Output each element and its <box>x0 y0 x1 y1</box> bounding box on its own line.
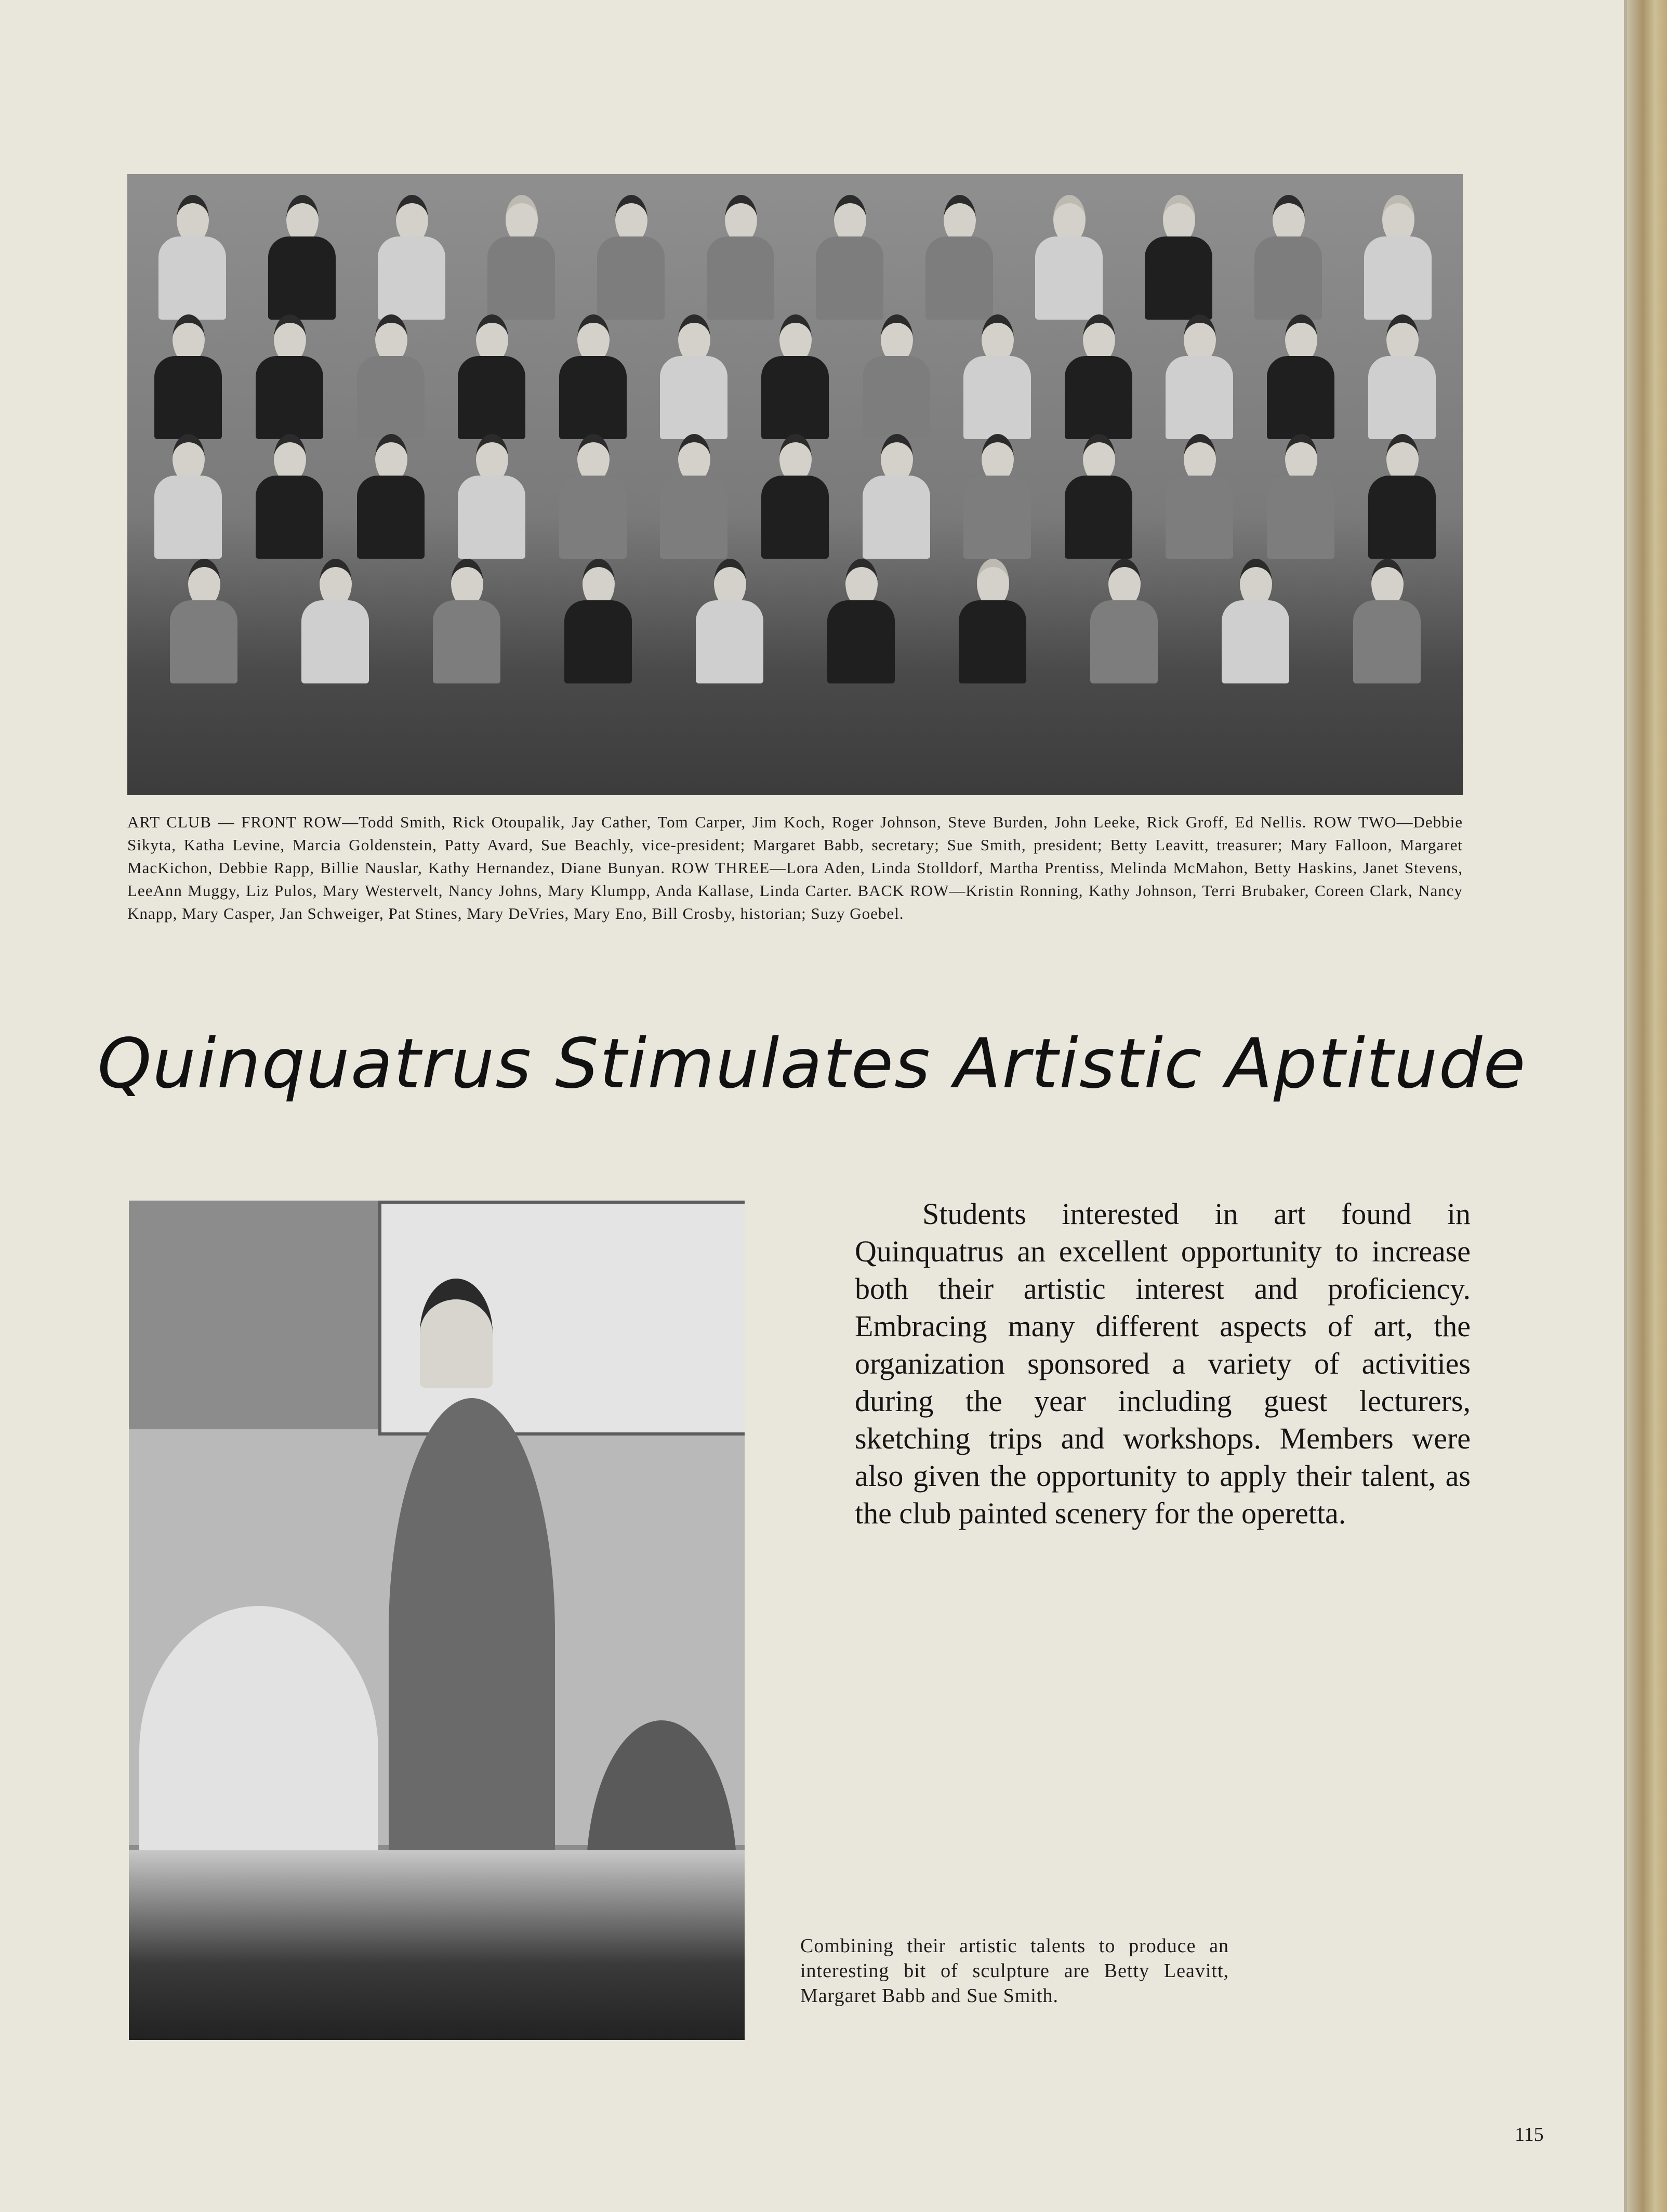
photo-person <box>1140 195 1218 320</box>
group-photo-caption: ART CLUB — FRONT ROW—Todd Smith, Rick Otoupalik, Jay Cather, Tom Carper, Jim Koch, Roger Johnson, Steve Burden, John Leeke, Rick Groff, Ed Nellis. ROW TWO—Debbie Sikyta, Katha Levine, Marcia Goldenstein, Patty Avard, Sue Beachly, vice-president; Margaret Babb, secretary; Sue Smith, president; Betty Leavitt, treasurer; Mary Falloon, Margaret MacKichon, Debbie Rapp, Billie Nauslar, Kathy Hernandez, Diane Bunyan. ROW THREE—Lora Aden, Linda Stolldorf, Martha Prentiss, Melinda McMahon, Betty Haskins, Janet Stevens, LeeAnn Muggy, Liz Pulos, Mary Westervelt, Nancy Johns, Mary Klumpp, Anda Kallase, Linda Carter. BACK ROW—Kristin Ronning, Kathy Johnson, Terri Brubaker, Coreen Clark, Nancy Knapp, Mary Casper, Jan Schweiger, Pat Stines, Mary DeVries, Mary Eno, Bill Crosby, historian; Suzy Goebel. <box>127 813 1463 923</box>
photo-person <box>250 314 328 439</box>
art-club-group-photo <box>127 174 1463 795</box>
photo-person <box>1160 434 1238 559</box>
photo-person <box>1249 195 1327 320</box>
photo-table <box>129 1850 745 2040</box>
photo-person <box>1359 195 1437 320</box>
photo-person <box>149 314 227 439</box>
photo-person <box>1216 559 1294 683</box>
photo-person <box>352 434 430 559</box>
photo-person <box>1262 314 1340 439</box>
photo-person <box>428 559 506 683</box>
photo-person <box>1060 434 1137 559</box>
photo-person <box>559 559 637 683</box>
photo-person <box>453 314 531 439</box>
photo-person <box>1262 434 1340 559</box>
photo-person <box>958 434 1036 559</box>
photo-person <box>453 434 531 559</box>
photo-person <box>920 195 998 320</box>
photo-person <box>250 434 328 559</box>
photo-person <box>263 195 341 320</box>
photo-person <box>373 195 451 320</box>
photo-person <box>954 559 1031 683</box>
photo-person <box>165 559 243 683</box>
photo-person <box>1085 559 1163 683</box>
photo-row-two <box>138 434 1452 559</box>
photo-back-row <box>138 195 1452 320</box>
photo-person <box>702 195 779 320</box>
photo-person <box>554 314 632 439</box>
photo-person <box>655 434 733 559</box>
photo-person <box>1030 195 1108 320</box>
photo-person <box>1363 314 1441 439</box>
photo-person <box>822 559 900 683</box>
photo-person <box>482 195 560 320</box>
photo-front-row <box>138 559 1452 683</box>
photo-person <box>389 1398 555 1866</box>
photo-person <box>691 559 769 683</box>
photo-person <box>420 1279 493 1388</box>
photo-person <box>756 314 834 439</box>
sculpture-photo <box>129 1201 745 2040</box>
photo-person <box>149 434 227 559</box>
photo-row-three <box>138 314 1452 439</box>
photo-person <box>857 314 935 439</box>
photo-person <box>352 314 430 439</box>
article-body: Students interested in art found in Quinquatrus an excellent opportunity to increase both their artistic interest and proficiency. Embracing many different aspects of art, the organization sponsored a variety of activities during the year including guest lecturers, sketching trips and workshops. Members were also given the opportunity to apply their talent, as the club painted scenery for the operetta. <box>855 1197 1471 1530</box>
page-number: 115 <box>1515 2124 1544 2145</box>
sculpture-photo-caption: Combining their artistic talents to produce an interesting bit of sculpture are Betty Leavitt, Margaret Babb and Sue Smith. <box>800 1935 1229 2007</box>
photo-person <box>554 434 632 559</box>
photo-person <box>592 195 670 320</box>
photo-person <box>1348 559 1426 683</box>
photo-person <box>655 314 733 439</box>
photo-person <box>811 195 889 320</box>
photo-person <box>1060 314 1137 439</box>
book-binding-edge <box>1627 0 1667 2212</box>
photo-person <box>1160 314 1238 439</box>
photo-person <box>958 314 1036 439</box>
photo-person <box>296 559 374 683</box>
photo-person <box>1363 434 1441 559</box>
photo-person <box>153 195 231 320</box>
photo-person <box>857 434 935 559</box>
page-headline: Quinquatrus Stimulates Artistic Aptitude <box>97 1024 1527 1104</box>
photo-person <box>756 434 834 559</box>
